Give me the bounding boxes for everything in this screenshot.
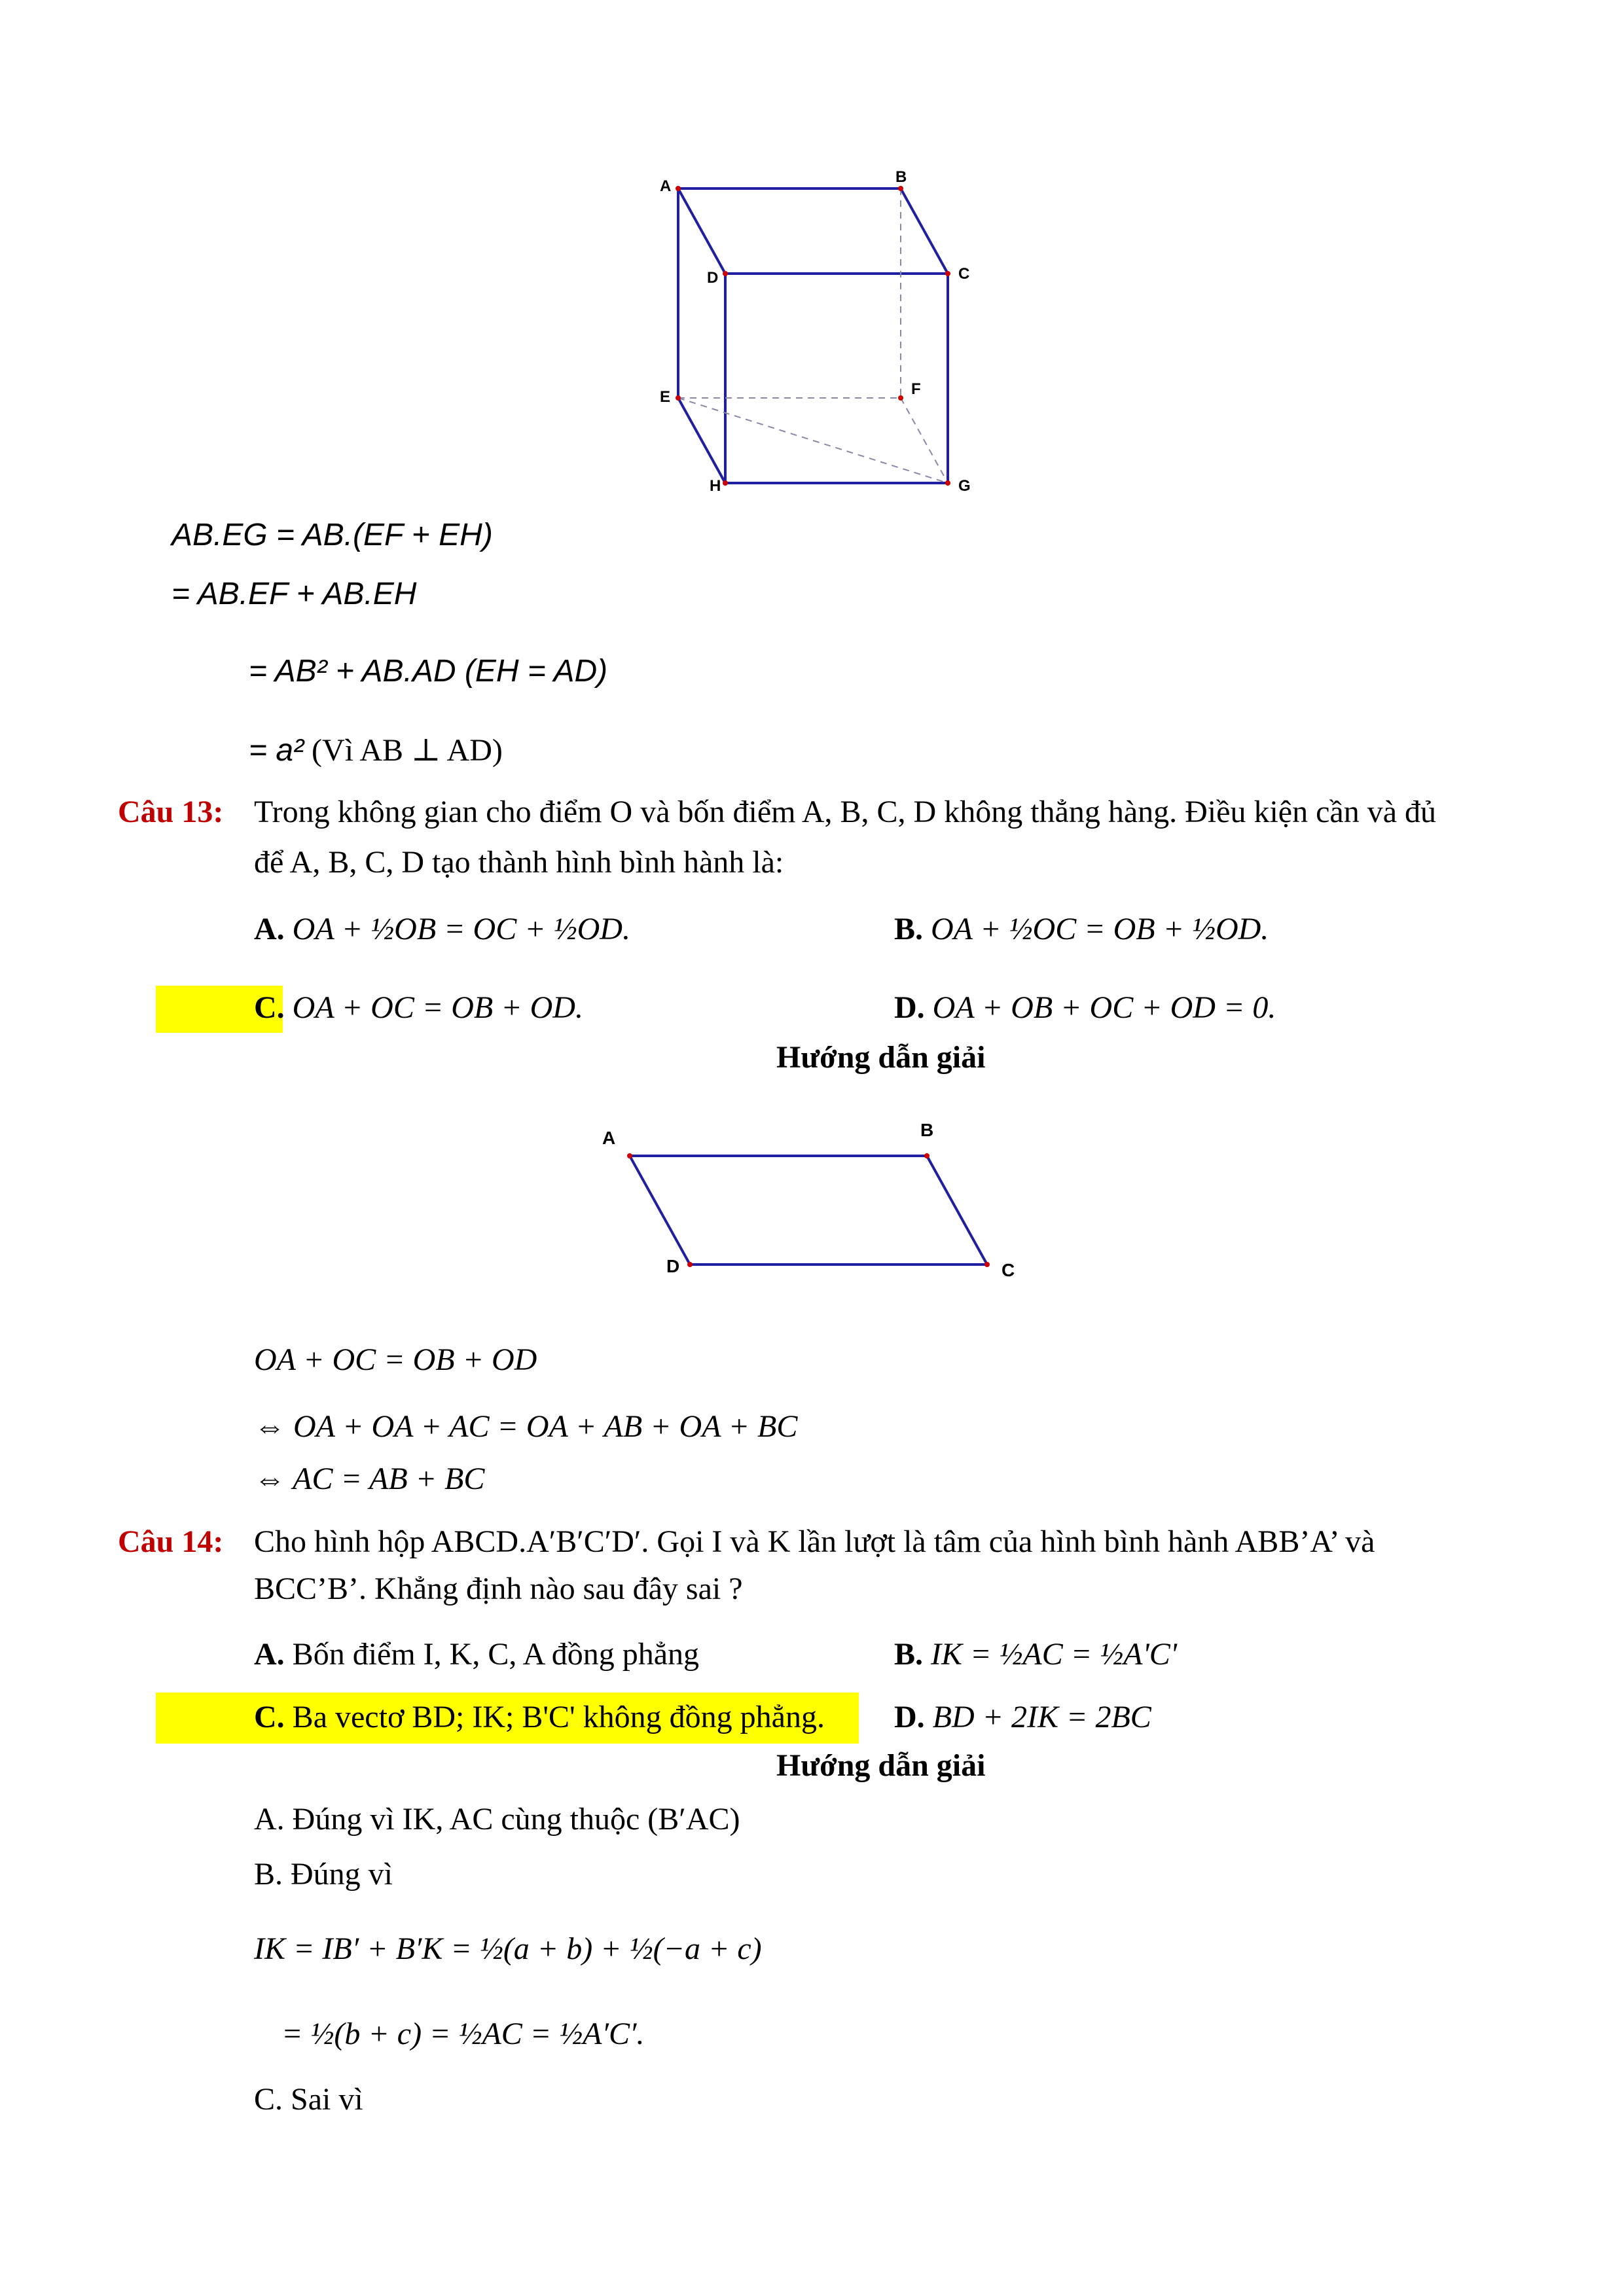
q13-question-line1: Trong không gian cho điểm O và bốn điểm A, B, C, D không thẳng hàng. Điều kiện cần và đủ	[254, 795, 1436, 829]
cube-label-d: D	[707, 269, 719, 287]
q13-solution-line2: ⇔ OA + OA + AC = OA + AB + OA + BC	[254, 1409, 798, 1444]
q14-option-d-text: BD + 2IK = 2BC	[932, 1700, 1151, 1734]
q13-option-c[interactable]	[254, 990, 583, 1026]
q13-option-d[interactable]	[894, 990, 1276, 1026]
cube-figure	[641, 164, 995, 504]
q14-option-d-label: D.	[894, 1700, 925, 1734]
cube-label-h: H	[710, 477, 721, 495]
q13-solution-line3: ⇔ AC = AB + BC	[254, 1462, 485, 1496]
q14-option-c-text: Ba vectơ BD; IK; B'C' không đồng phẳng.	[292, 1700, 825, 1734]
q14-solution-c: C. Sai vì	[254, 2082, 363, 2117]
q12-line4-eq: = a²	[249, 733, 304, 768]
cube-label-b: B	[895, 168, 907, 186]
q13-label: Câu 13:	[118, 795, 224, 829]
q14-solution-b: B. Đúng vì	[254, 1857, 393, 1892]
q13-option-a-text: OA + ½OB = OC + ½OD.	[292, 912, 630, 946]
parallelogram-figure	[589, 1113, 1034, 1289]
q13-option-c-text: OA + OC = OB + OD.	[292, 990, 583, 1025]
q13-option-b-text: OA + ½OC = OB + ½OD.	[931, 912, 1269, 946]
q14-option-a-text: Bốn điểm I, K, C, A đồng phẳng	[292, 1637, 699, 1672]
para-label-a: A	[602, 1128, 616, 1148]
q12-solution-line4	[249, 732, 503, 768]
q13-option-c-label: C.	[254, 990, 285, 1025]
q14-solution-a: A. Đúng vì IK, AC cùng thuộc (B′AC)	[254, 1802, 740, 1837]
q14-option-d[interactable]	[894, 1699, 1151, 1735]
q14-guide-title: Hướng dẫn giải	[776, 1748, 986, 1783]
cube-label-a: A	[660, 177, 672, 195]
q13-question-line2: để A, B, C, D tạo thành hình bình hành là:	[254, 845, 784, 880]
q14-option-a-label: A.	[254, 1637, 285, 1672]
q14-question-line1: Cho hình hộp ABCD.A′B′C′D′. Gọi I và K lần lượt là tâm của hình bình hành ABB’A’ và	[254, 1524, 1375, 1559]
cube-label-g: G	[958, 477, 971, 495]
q13-option-b-label: B.	[894, 912, 924, 946]
cube-label-e: E	[660, 388, 671, 406]
q13-option-d-text: OA + OB + OC + OD = 0.	[932, 990, 1276, 1025]
q13-option-b[interactable]	[894, 911, 1269, 947]
q12-solution-line1: AB.EG = AB.(EF + EH)	[171, 518, 493, 552]
cube-label-c: C	[958, 265, 970, 283]
q14-option-c-label: C.	[254, 1700, 285, 1734]
para-label-b: B	[920, 1120, 934, 1140]
q14-option-b[interactable]	[894, 1636, 1177, 1672]
cube-label-f: F	[911, 380, 921, 398]
q12-solution-line3: = AB² + AB.AD (EH = AD)	[249, 654, 608, 689]
q14-solution-b-line2: = ½(b + c) = ½AC = ½A′C′.	[281, 2017, 645, 2051]
q14-option-a[interactable]	[254, 1636, 699, 1672]
q13-option-a-label: A.	[254, 912, 285, 946]
q12-line4-reason: (Vì AB ⊥ AD)	[312, 733, 503, 768]
q14-option-b-label: B.	[894, 1637, 924, 1672]
q13-solution-line1: OA + OC = OB + OD	[254, 1342, 537, 1377]
q13-guide-title: Hướng dẫn giải	[776, 1040, 986, 1075]
q14-question-line2: BCC’B’. Khẳng định nào sau đây sai ?	[254, 1571, 743, 1606]
q14-option-b-text: IK = ½AC = ½A'C'	[931, 1637, 1177, 1672]
para-label-d: D	[666, 1256, 680, 1276]
q14-solution-b-line1: IK = IB′ + B′K = ½(a + b) + ½(−a + c)	[254, 1931, 762, 1966]
q13-option-a[interactable]	[254, 911, 630, 947]
q14-label: Câu 14:	[118, 1524, 224, 1559]
q14-option-c[interactable]	[254, 1699, 825, 1735]
q13-option-d-label: D.	[894, 990, 925, 1025]
q12-solution-line2: = AB.EF + AB.EH	[171, 577, 417, 611]
para-label-c: C	[1001, 1260, 1015, 1280]
